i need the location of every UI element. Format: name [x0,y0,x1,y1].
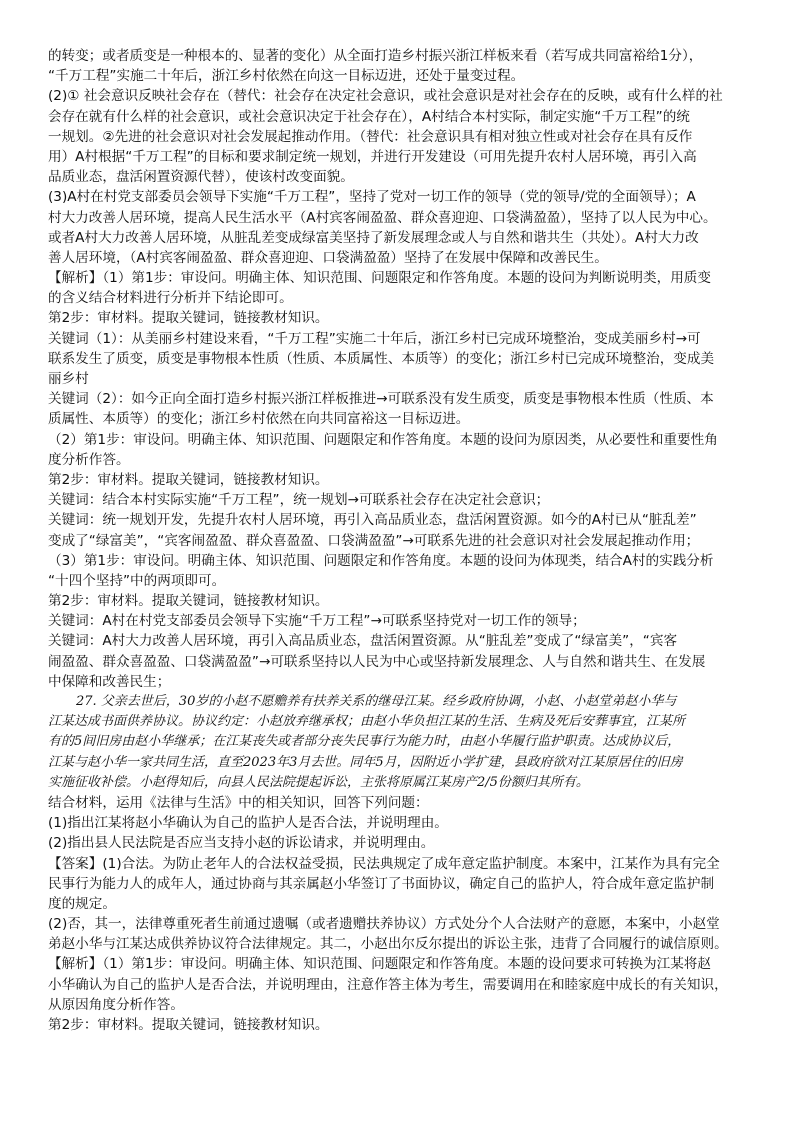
text-line: 闹盈盈、群众喜盈盈、口袋满盈盈”→可联系坚持以人民为中心或坚持新发展理念、人与自然和谐共生、在发展 [48,653,706,670]
text-line: 江某达成书面供养协议。协议约定：小赵放弃继承权；由赵小华负担江某的生活、生病及死后安葬事宜，江某所 [48,714,686,730]
text-line: 丽乡村 [48,371,89,387]
text-line: 的转变；或者质变是一种根本的、显著的变化）从全面打造乡村振兴浙江样板来看（若写成共同富裕给1分）， [48,48,703,64]
text-line: 会存在就有什么样的社会意识，或社会意识决定于社会存在），A村结合本村实际，制定实施“千万工程”的统 [48,108,690,125]
document-page [48,46,762,1035]
text-line: (2)否，其一，法律尊重死者生前通过遗嘱（或者遗赠扶养协议）方式处分个人合法财产的意愿，本案中，小赵堂 [48,916,720,933]
text-line: 联系发生了质变，质变是事物根本性质（性质、本质属性、本质等）的变化；浙江乡村已完成环境整治，变成美 [48,350,715,367]
text-line: (3)A村在村党支部委员会领导下实施“千万工程”，坚持了党对一切工作的领导（党的领导/党的全面领导）；A [48,189,696,206]
text-line: 品质业态，盘活闲置资源代替），使该村改变面貌。 [48,169,354,186]
text-line: 度分析作答。 [48,451,130,468]
text-line: 第2步：审材料。提取关键词，链接教材知识。 [48,310,329,327]
text-line: 度的规定。 [48,895,116,912]
text-line: 村大力改善人居环境，提高人民生活水平（A村宾客闹盈盈、群众喜迎迎、口袋满盈盈），坚持了以人民为中心。 [48,209,717,226]
text-line: 变成了“绿富美”，“宾客闹盈盈、群众喜盈盈、口袋满盈盈”→可联系先进的社会意识对社会发展起推动作用； [48,532,700,549]
text-line: 【答案】(1)合法。为防止老年人的合法权益受损，民法典规定了成年意定监护制度。本案中，江某作为具有完全 [48,855,720,872]
text-line: 【解析】（1）第1步：审设问。明确主体、知识范围、问题限定和作答角度。本题的设问要求可转换为江某将赵 [48,956,711,973]
text-line: 江某与赵小华一家共同生活，直至2023年3月去世。同年5月，因附近小学扩建，县政府欲对江某原居住的旧房 [48,754,683,770]
text-line: 有的5间旧房由赵小华继承；在江某丧失或者部分丧失民事行为能力时，由赵小华履行监护职责。达成协议后， [48,734,681,750]
text-line: 中保障和改善民生； [48,673,171,690]
text-line: (2)① 社会意识反映社会存在（替代：社会存在决定社会意识，或社会意识是对社会存在的反映，或有什么样的社 [48,88,723,105]
question-27-material [48,692,762,793]
text-line: 关键词（1）：从美丽乡村建设来看，“千万工程”实施二十年后，浙江乡村已完成环境整治，变成美丽乡村→可 [48,330,701,347]
text-line: 关键词：统一规划开发，先提升农村人居环境，再引入高品质业态，盘活闲置资源。如今的A村已从“脏乱差” [48,512,697,529]
text-line: 小华确认为自己的监护人是否合法，并说明理由，注意作答主体为考生，需要调用在和睦家庭中成长的有关知识， [48,976,728,993]
text-line: 27. 父亲去世后，30岁的小赵不愿赡养有扶养关系的继母江某。经乡政府协调，小赵、小赵堂弟赵小华与 [76,694,677,709]
text-line: 第2步：审材料。提取关键词，链接教材知识。 [48,471,329,488]
text-line: （2）第1步：审设问。明确主体、知识范围、问题限定和作答角度。本题的设问为原因类，从必要性和重要性角 [48,431,718,448]
text-line: 关键词（2）：如今正向全面打造乡村振兴浙江样板推进→可联系没有发生质变，质变是事物根本性质（性质、本 [48,391,714,408]
text-line: 一规划。②先进的社会意识对社会发展起推动作用。（替代：社会意识具有相对独立性或对社会存在具有反作 [48,128,693,145]
text-line: 关键词：结合本村实际实施“千万工程”，统一规划→可联系社会存在决定社会意识； [48,492,550,509]
text-line: 关键词：A村大力改善人居环境，再引入高品质业态，盘活闲置资源。从“脏乱差”变成了“绿富美”，“宾客 [48,633,678,650]
text-line: “千万工程”实施二十年后，浙江乡村依然在向这一目标迈进，还处于量变过程。 [48,68,525,85]
text-line: 用）A村根据“千万工程”的目标和要求制定统一规划，并进行开发建设（可用先提升农村人居环境，再引入高 [48,148,697,165]
text-line: 第2步：审材料。提取关键词，链接教材知识。 [48,593,329,610]
text-line: （3）第1步：审设问。明确主体、知识范围、问题限定和作答角度。本题的设问为体现类，结合A村的实践分析 [48,552,714,569]
text-line: (2)指出县人民法院是否应当支持小赵的诉讼请求，并说明理由。 [48,835,435,852]
answer-analysis-26 [48,46,762,692]
text-line: 或者A村大力改善人居环境，从脏乱差变成绿富美坚持了新发展理念或人与自然和谐共生（共处）。A村大力改 [48,229,699,246]
question-27-answer [48,793,762,1035]
text-line: 的含义结合材料进行分析并下结论即可。 [48,290,293,307]
text-line: 从原因角度分析作答。 [48,996,184,1013]
text-line: 质属性、本质等）的变化；浙江乡村依然在向共同富裕这一目标迈进。 [48,411,470,428]
text-line: 民事行为能力人的成年人，通过协商与其亲属赵小华签订了书面协议，确定自己的监护人，符合成年意定监护制 [48,875,715,892]
text-line: (1)指出江某将赵小华确认为自己的监护人是否合法，并说明理由。 [48,815,448,832]
text-line: 结合材料，运用《法律与生活》中的相关知识，回答下列问题： [48,794,429,811]
text-line: 善人居环境，（A村宾客闹盈盈、群众喜迎迎、口袋满盈盈）坚持了在发展中保障和改善民生。 [48,249,608,266]
text-line: 【解析】（1）第1步：审设问。明确主体、知识范围、问题限定和作答角度。本题的设问为判断说明类，用质变 [48,270,711,287]
text-line: 关键词：A村在村党支部委员会领导下实施“千万工程”→可联系坚持党对一切工作的领导； [48,613,586,630]
text-line: 实施征收补偿。小赵得知后，向县人民法院提起诉讼，主张将原属江某房产2/5份额归其所有。 [48,774,589,790]
text-line: “十四个坚持”中的两项即可。 [48,572,226,589]
text-line: 弟赵小华与江某达成供养协议符合法律规定。其二，小赵出尔反尔提出的诉讼主张，违背了合同履行的诚信原则。 [48,936,728,953]
text-line: 第2步：审材料。提取关键词，链接教材知识。 [48,1017,329,1033]
